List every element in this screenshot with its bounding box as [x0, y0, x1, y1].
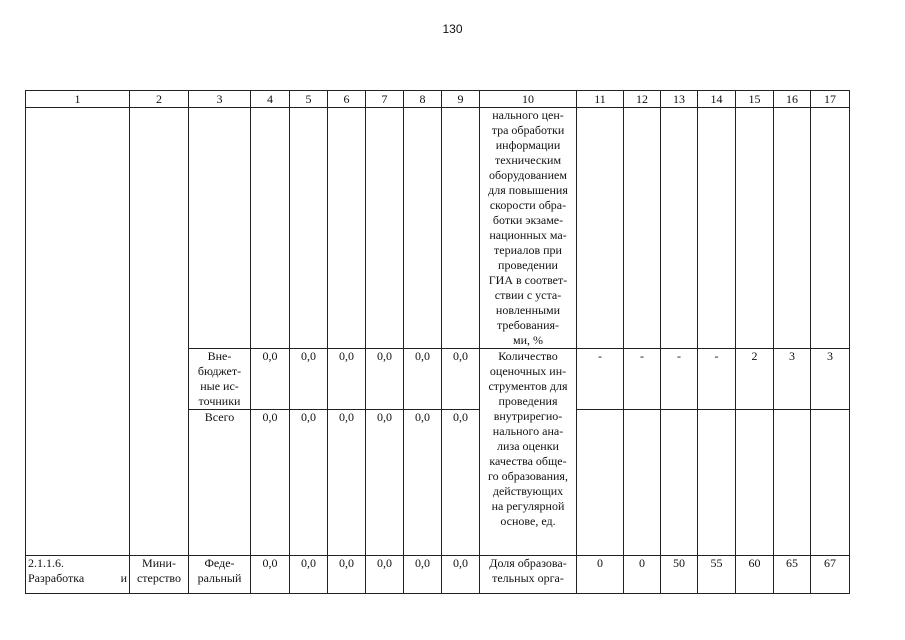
target-cell — [698, 108, 736, 349]
funding-cell: 0,0 — [366, 410, 404, 556]
column-number: 1 — [26, 91, 130, 108]
funding-cell: 0,0 — [290, 410, 328, 556]
program-table — [25, 90, 850, 594]
target-cell — [577, 410, 624, 556]
target-cell: 0 — [577, 556, 624, 594]
target-cell — [736, 410, 774, 556]
target-cell — [698, 410, 736, 556]
funding-cell: 0,0 — [404, 410, 442, 556]
target-cell: 0 — [624, 556, 661, 594]
column-number: 14 — [698, 91, 736, 108]
source-cell — [189, 108, 251, 349]
target-cell — [811, 410, 850, 556]
target-cell: - — [624, 349, 661, 410]
funding-cell: 0,0 — [290, 556, 328, 594]
funding-cell: 0,0 — [251, 410, 290, 556]
measure-code: 2.1.1.6. — [28, 556, 64, 570]
column-number: 12 — [624, 91, 661, 108]
indicator-cell: Количество оценочных ин- струментов для проведения внутрирегио- нального ана- лиза оценки качества обще- го образования, действующих на регулярной основе, ед. — [480, 349, 577, 556]
target-cell: 55 — [698, 556, 736, 594]
funding-cell: 0,0 — [251, 349, 290, 410]
funding-cell: 0,0 — [328, 410, 366, 556]
executor-cell: Мини- стерство — [130, 556, 189, 594]
executor-cell — [130, 108, 189, 556]
target-cell: 3 — [811, 349, 850, 410]
column-number: 4 — [251, 91, 290, 108]
column-number: 2 — [130, 91, 189, 108]
column-number: 9 — [442, 91, 480, 108]
indicator-cell: Доля образова- тельных орга- — [480, 556, 577, 594]
column-number: 10 — [480, 91, 577, 108]
column-number: 13 — [661, 91, 698, 108]
target-cell — [736, 108, 774, 349]
funding-cell: 0,0 — [290, 349, 328, 410]
measure-title — [28, 571, 127, 586]
funding-cell: 0,0 — [442, 349, 480, 410]
funding-cell: 0,0 — [404, 556, 442, 594]
measure-cell — [26, 556, 130, 594]
funding-cell: 0,0 — [366, 556, 404, 594]
funding-cell: 0,0 — [442, 410, 480, 556]
column-number: 8 — [404, 91, 442, 108]
target-cell — [774, 410, 811, 556]
target-cell: 3 — [774, 349, 811, 410]
target-cell: 60 — [736, 556, 774, 594]
column-number: 15 — [736, 91, 774, 108]
funding-cell: 0,0 — [404, 349, 442, 410]
measure-title-word: Разработка — [28, 571, 85, 585]
funding-cell — [328, 108, 366, 349]
column-number: 16 — [774, 91, 811, 108]
target-cell — [577, 108, 624, 349]
source-cell: Вне- бюджет- ные ис- точники — [189, 349, 251, 410]
target-cell: 65 — [774, 556, 811, 594]
column-number: 5 — [290, 91, 328, 108]
target-cell: - — [698, 349, 736, 410]
indicator-cell: нального цен- тра обработки информации техническим оборудованием для повышения скорости обра- ботки экзаме- национных ма- териалов при проведении ГИА в соответ- ствии с уста- новленными требования- ми, % — [480, 108, 577, 349]
source-cell: Феде- ральный — [189, 556, 251, 594]
column-number: 3 — [189, 91, 251, 108]
table-row — [26, 556, 850, 594]
target-cell: - — [577, 349, 624, 410]
target-cell: 67 — [811, 556, 850, 594]
funding-cell — [404, 108, 442, 349]
target-cell: - — [661, 349, 698, 410]
funding-cell: 0,0 — [442, 556, 480, 594]
target-cell — [774, 108, 811, 349]
funding-cell: 0,0 — [328, 556, 366, 594]
column-number: 17 — [811, 91, 850, 108]
funding-cell — [442, 108, 480, 349]
target-cell — [624, 410, 661, 556]
column-number: 11 — [577, 91, 624, 108]
target-cell — [811, 108, 850, 349]
funding-cell: 0,0 — [251, 556, 290, 594]
funding-cell: 0,0 — [328, 349, 366, 410]
target-cell: 50 — [661, 556, 698, 594]
measure-cell — [26, 108, 130, 556]
funding-cell — [290, 108, 328, 349]
page-number: 130 — [442, 22, 463, 36]
column-number: 7 — [366, 91, 404, 108]
table-row — [26, 108, 850, 349]
measure-title-conj: и — [120, 571, 127, 585]
source-cell: Всего — [189, 410, 251, 556]
target-cell — [661, 108, 698, 349]
target-cell — [624, 108, 661, 349]
column-number: 6 — [328, 91, 366, 108]
funding-cell — [366, 108, 404, 349]
funding-cell: 0,0 — [366, 349, 404, 410]
target-cell: 2 — [736, 349, 774, 410]
funding-cell — [251, 108, 290, 349]
target-cell — [661, 410, 698, 556]
column-number-row — [26, 91, 850, 108]
